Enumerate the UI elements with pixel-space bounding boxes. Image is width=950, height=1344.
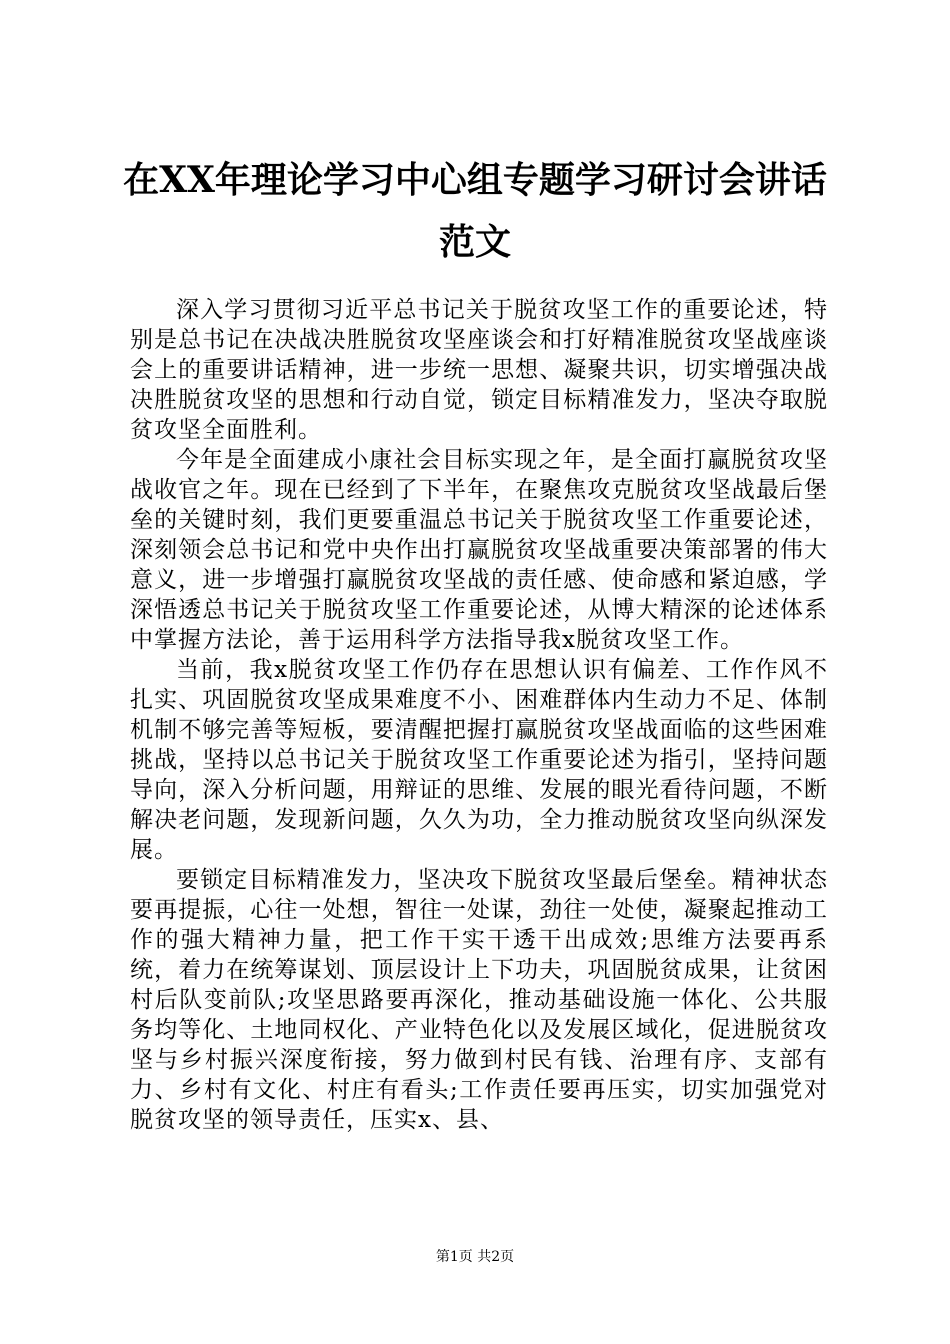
paragraph-1: 深入学习贯彻习近平总书记关于脱贫攻坚工作的重要论述，特别是总书记在决战决胜脱贫攻坚座谈会和打好精准脱贫攻坚战座谈会上的重要讲话精神，进一步统一思想、凝聚共识，切实增强决战决胜脱贫攻坚的思想和行动自觉，锁定目标精准发力，坚决夺取脱贫攻坚全面胜利。 (130, 297, 828, 443)
paragraph-4: 要锁定目标精准发力，坚决攻下脱贫攻坚最后堡垒。精神状态要再提振，心往一处想，智往一处谋，劲往一处使，凝聚起推动工作的强大精神力量，把工作干实干透干出成效;思维方法要再系统，着力在统筹谋划、顶层设计上下功夫，巩固脱贫成果，让贫困村后队变前队;攻坚思路要再深化，推动基础设施一体化、公共服务均等化、土地同权化、产业特色化以及发展区域化，促进脱贫攻坚与乡村振兴深度衔接，努力做到村民有钱、治理有序、支部有力、乡村有文化、村庄有看头;工作责任要再压实，切实加强党对脱贫攻坚的领导责任，压实x、县、 (130, 867, 828, 1133)
document-body (130, 295, 828, 1135)
document-title-line-1: 在XX年理论学习中心组专题学习研讨会讲话 (123, 159, 827, 201)
page-footer: 第1页 共2页 (435, 1249, 515, 1265)
paragraph-3: 当前，我x脱贫攻坚工作仍存在思想认识有偏差、工作作风不扎实、巩固脱贫攻坚成果难度不小、困难群体内生动力不足、体制机制不够完善等短板，要清醒把握打赢脱贫攻坚战面临的这些困难挑战，坚持以总书记关于脱贫攻坚工作重要论述为指引，坚持问题导向，深入分析问题，用辩证的思维、发展的眼光看待问题，不断解决老问题，发现新问题，久久为功，全力推动脱贫攻坚向纵深发展。 (130, 657, 828, 863)
document-title-line-2: 范文 (438, 221, 511, 263)
paragraph-2: 今年是全面建成小康社会目标实现之年，是全面打赢脱贫攻坚战收官之年。现在已经到了下半年，在聚焦攻克脱贫攻坚战最后堡垒的关键时刻，我们更要重温总书记关于脱贫攻坚工作重要论述，深刻领会总书记和党中央作出打赢脱贫攻坚战重要决策部署的伟大意义，进一步增强打赢脱贫攻坚战的责任感、使命感和紧迫感，学深悟透总书记关于脱贫攻坚工作重要论述，从博大精深的论述体系中掌握方法论，善于运用科学方法指导我x脱贫攻坚工作。 (130, 447, 828, 653)
